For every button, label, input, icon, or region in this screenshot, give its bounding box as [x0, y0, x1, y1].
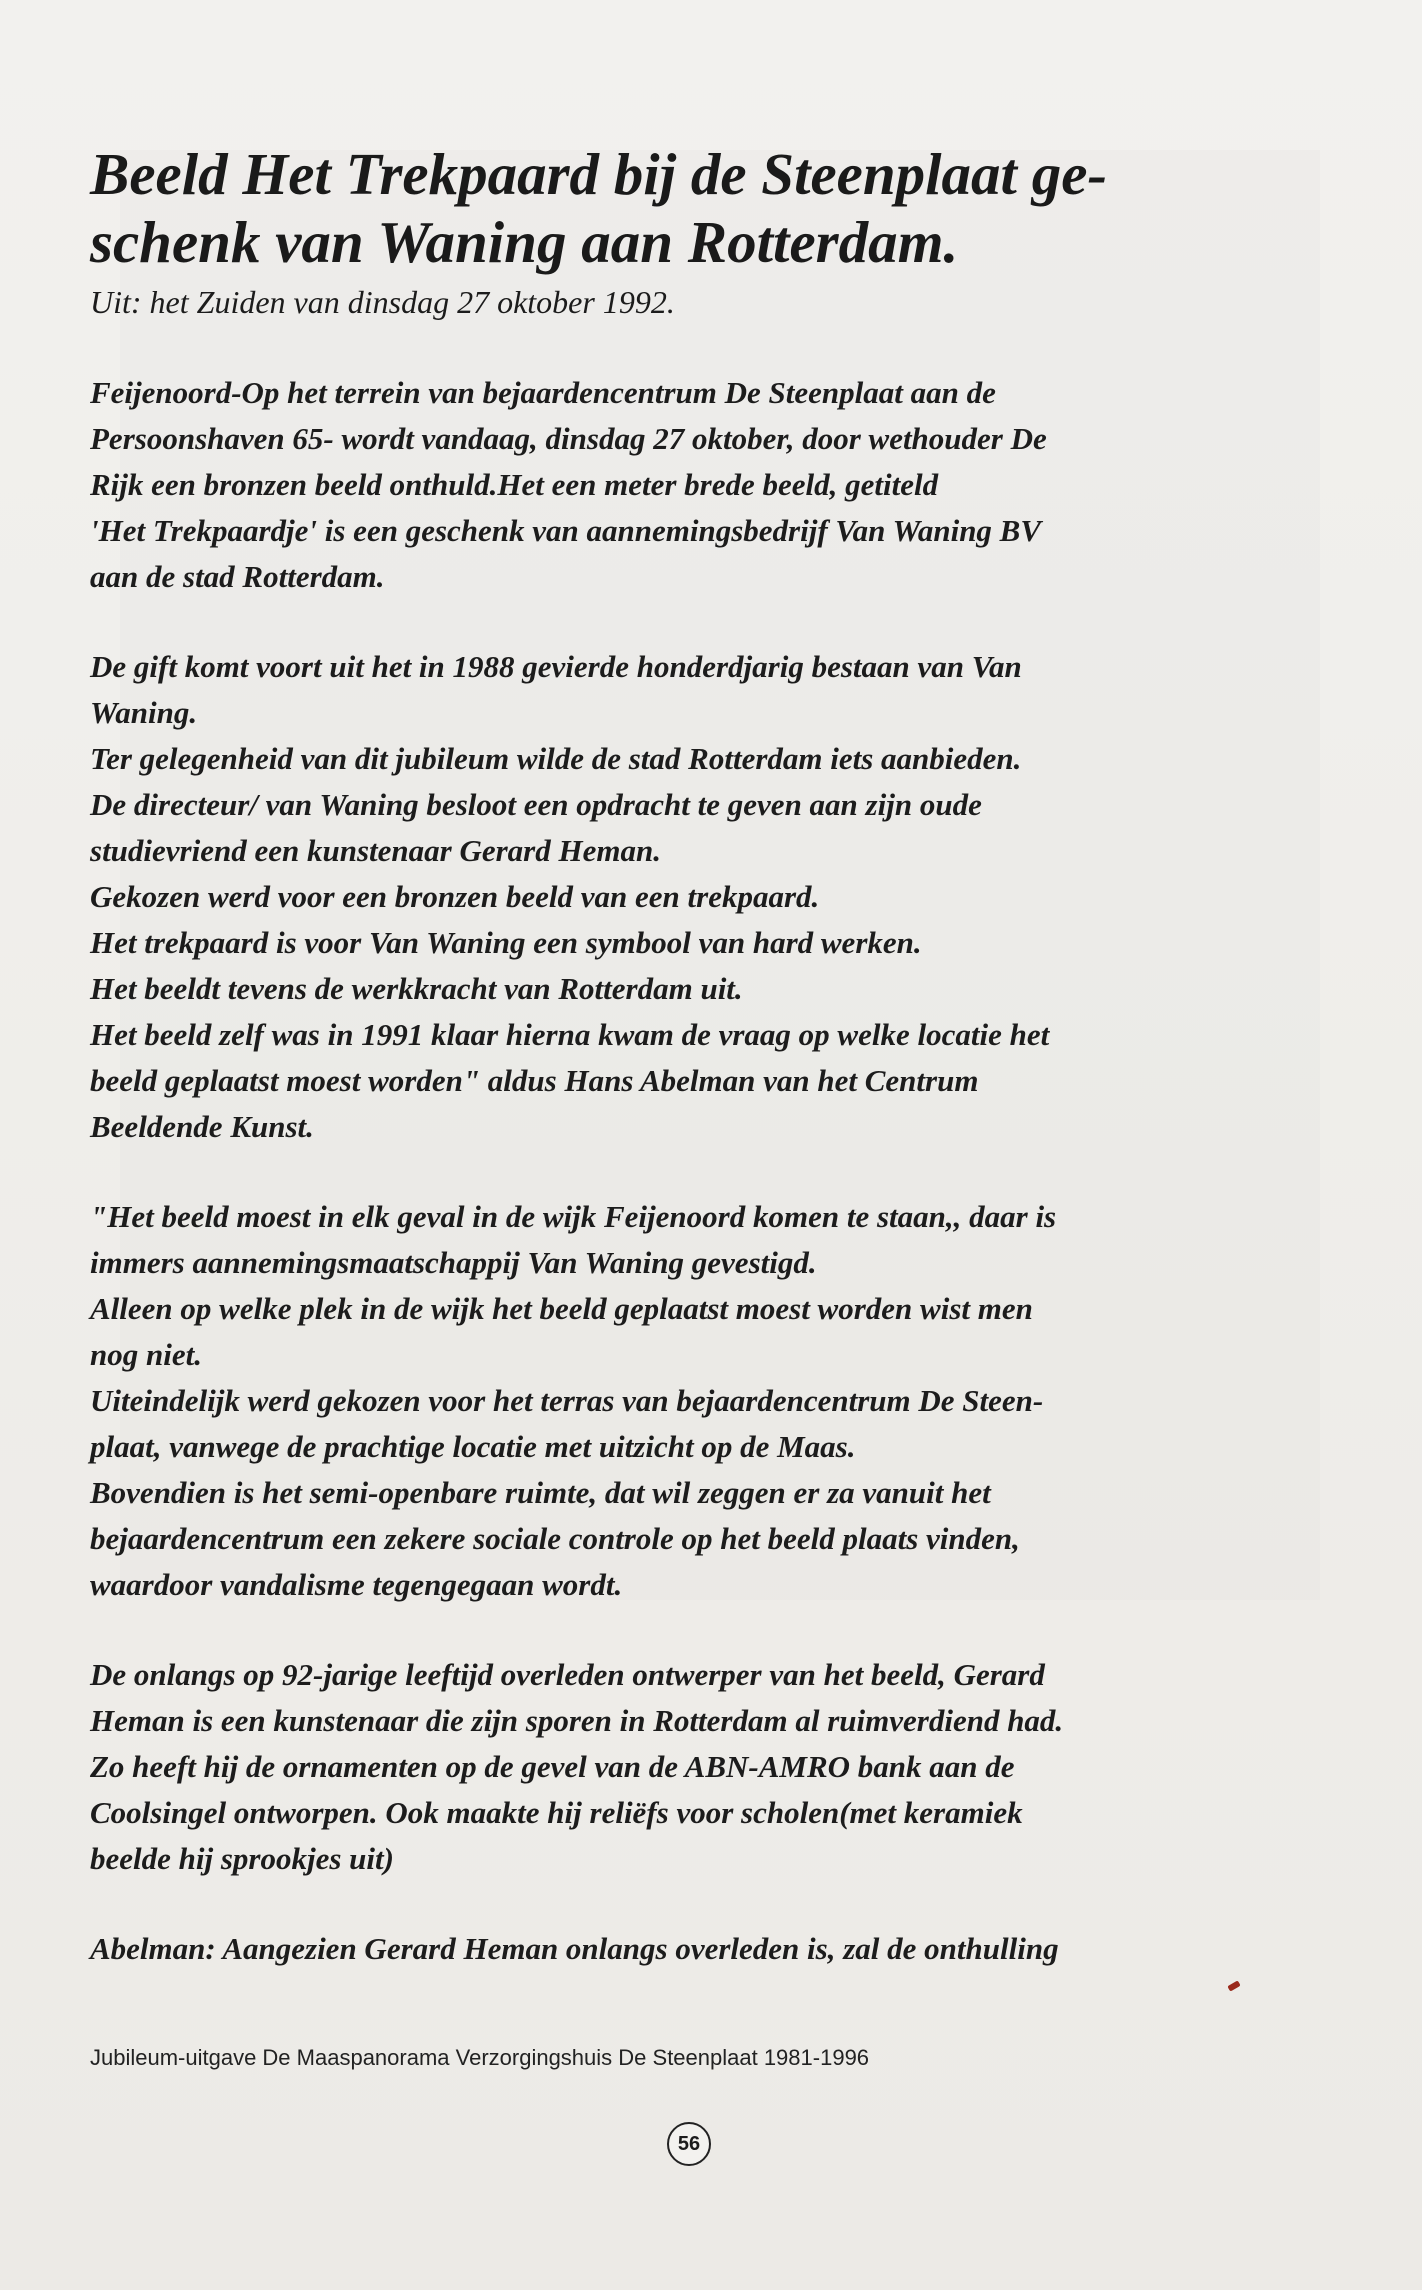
text-line: Alleen op welke plek in de wijk het beeld geplaatst moest worden wist men — [90, 1291, 1033, 1326]
text-line: Feijenoord-Op het terrein van bejaardencentrum De Steenplaat aan de — [90, 375, 996, 410]
paragraph-1 — [90, 370, 1340, 600]
text-line: nog niet. — [90, 1337, 202, 1372]
text-line: De directeur/ van Waning besloot een opdracht te geven aan zijn oude — [90, 787, 982, 822]
text-line: plaat, vanwege de prachtige locatie met uitzicht op de Maas. — [90, 1429, 856, 1464]
text-line: Uiteindelijk werd gekozen voor het terras van bejaardencentrum De Steen- — [90, 1383, 1044, 1418]
text-line: waardoor vandalisme tegengegaan wordt. — [90, 1567, 623, 1602]
text-line: Het trekpaard is voor Van Waning een symbool van hard werken. — [90, 925, 922, 960]
title-line-2: schenk van Waning aan Rotterdam. — [90, 209, 959, 275]
text-line: De onlangs op 92-jarige leeftijd overleden ontwerper van het beeld, Gerard — [90, 1657, 1045, 1692]
text-line: "Het beeld moest in elk geval in de wijk Feijenoord komen te staan,, daar is — [90, 1199, 1057, 1234]
paragraph-2 — [90, 644, 1340, 1150]
text-line: beeld geplaatst moest worden" aldus Hans Abelman van het Centrum — [90, 1063, 979, 1098]
article-source: Uit: het Zuiden van dinsdag 27 oktober 1992. — [90, 284, 675, 320]
text-line: Beeldende Kunst. — [90, 1109, 314, 1144]
title-line-1: Beeld Het Trekpaard bij de Steenplaat ge- — [90, 141, 1108, 207]
text-line: Het beeldt tevens de werkkracht van Rotterdam uit. — [90, 971, 743, 1006]
text-line: Gekozen werd voor een bronzen beeld van een trekpaard. — [90, 879, 820, 914]
ink-mark — [1227, 1980, 1240, 1991]
paragraph-3 — [90, 1194, 1340, 1608]
article — [90, 140, 1340, 1972]
paragraph-4 — [90, 1652, 1340, 1882]
text-line: Persoonshaven 65- wordt vandaag, dinsdag 27 oktober, door wethouder De — [90, 421, 1047, 456]
text-line: studievriend een kunstenaar Gerard Heman. — [90, 833, 661, 868]
text-line: De gift komt voort uit het in 1988 gevierde honderdjarig bestaan van Van — [90, 649, 1022, 684]
text-line: aan de stad Rotterdam. — [90, 559, 385, 594]
text-line: Het beeld zelf was in 1991 klaar hierna kwam de vraag op welke locatie het — [90, 1017, 1050, 1052]
text-line: Bovendien is het semi-openbare ruimte, dat wil zeggen er za vanuit het — [90, 1475, 991, 1510]
text-line: Coolsingel ontworpen. Ook maakte hij reliëfs voor scholen(met keramiek — [90, 1795, 1023, 1830]
text-line: Abelman: Aangezien Gerard Heman onlangs overleden is, zal de onthulling — [90, 1931, 1059, 1966]
text-line: Heman is een kunstenaar die zijn sporen in Rotterdam al ruimverdiend had. — [90, 1703, 1064, 1738]
page-footer: Jubileum-uitgave De Maaspanorama Verzorgingshuis De Steenplaat 1981-1996 — [90, 2045, 870, 2070]
text-line: bejaardencentrum een zekere sociale controle op het beeld plaats vinden, — [90, 1521, 1020, 1556]
text-line: 'Het Trekpaardje' is een geschenk van aannemingsbedrijf Van Waning BV — [90, 513, 1042, 548]
text-line: Rijk een bronzen beeld onthuld.Het een meter brede beeld, getiteld — [90, 467, 939, 502]
paragraph-5 — [90, 1926, 1340, 1972]
text-line: beelde hij sprookjes uit) — [90, 1841, 394, 1876]
text-line: Zo heeft hij de ornamenten op de gevel van de ABN-AMRO bank aan de — [90, 1749, 1015, 1784]
text-line: immers aannemingsmaatschappij Van Waning gevestigd. — [90, 1245, 817, 1280]
article-title — [90, 140, 1340, 276]
text-line: Waning. — [90, 695, 198, 730]
text-line: Ter gelegenheid van dit jubileum wilde de stad Rotterdam iets aanbieden. — [90, 741, 1022, 776]
page-number: 56 — [667, 2122, 711, 2166]
